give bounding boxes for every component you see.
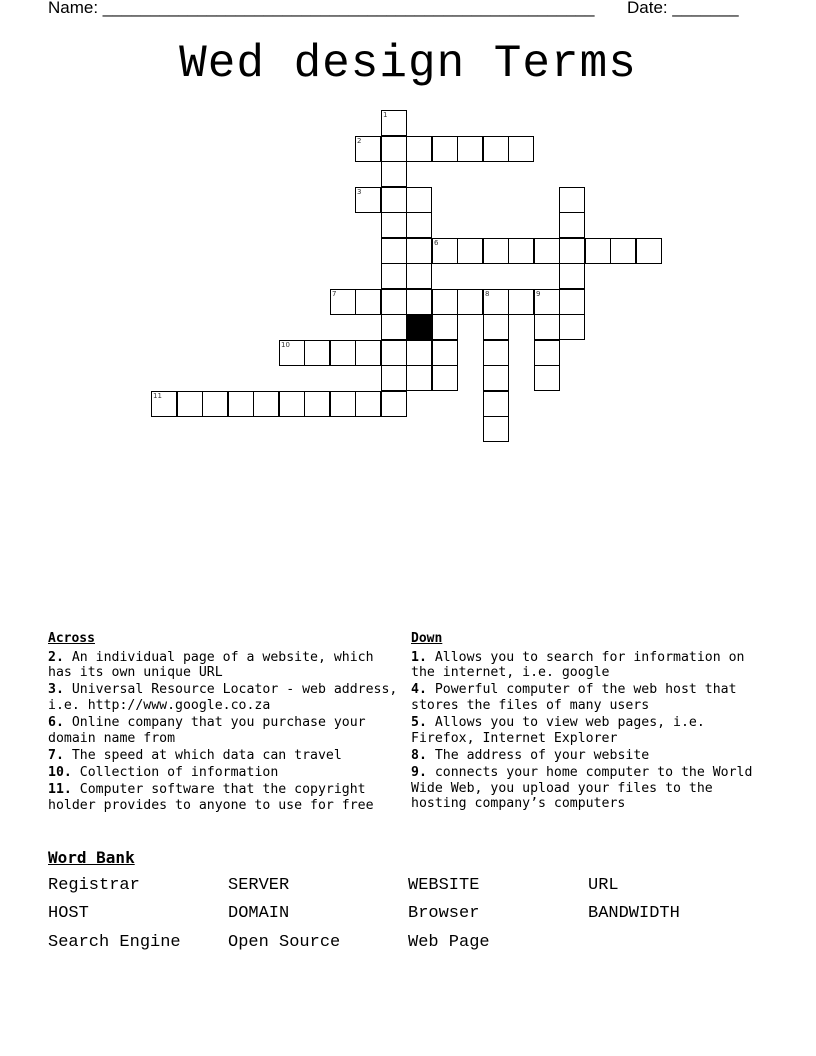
crossword-cell[interactable]	[355, 391, 381, 417]
crossword-cell[interactable]	[381, 365, 407, 391]
crossword-cell[interactable]	[406, 365, 432, 391]
crossword-cell[interactable]	[381, 238, 407, 264]
clue-text: Universal Resource Locator - web address, i.e. http://www.google.co.za	[48, 682, 398, 713]
clue-number-label: 8	[485, 290, 490, 298]
crossword-cell[interactable]	[330, 340, 356, 366]
crossword-cell[interactable]	[381, 110, 407, 136]
crossword-cell[interactable]	[381, 136, 407, 162]
crossword-cell[interactable]	[534, 365, 560, 391]
word-bank-item: Web Page	[408, 933, 490, 952]
crossword-cell[interactable]	[483, 238, 509, 264]
word-bank-item: SERVER	[228, 876, 290, 895]
clue-text: Powerful computer of the web host that stores the files of many users	[411, 682, 737, 713]
crossword-black-cell	[406, 314, 432, 340]
crossword-cell[interactable]	[534, 238, 560, 264]
crossword-cell[interactable]	[279, 340, 305, 366]
clue-down-9	[411, 765, 761, 812]
crossword-cell[interactable]	[406, 238, 432, 264]
date-field-label: Date: _______	[627, 0, 739, 17]
crossword-cell[interactable]	[534, 340, 560, 366]
clue-number: 11.	[48, 782, 72, 798]
crossword-cell[interactable]	[381, 161, 407, 187]
crossword-cell[interactable]	[304, 391, 330, 417]
crossword-cell[interactable]	[406, 289, 432, 315]
crossword-cell[interactable]	[432, 289, 458, 315]
clue-number-label: 11	[153, 392, 162, 400]
across-heading: Across	[48, 631, 95, 646]
clue-text: The speed at which data can travel	[63, 747, 342, 763]
clue-text: connects your home computer to the World Wide Web, you upload your files to the hosting company’s computers	[411, 765, 753, 812]
crossword-cell[interactable]	[406, 340, 432, 366]
clue-across-11	[48, 782, 404, 813]
crossword-cell[interactable]	[483, 289, 509, 315]
crossword-cell[interactable]	[559, 263, 585, 289]
word-bank-item: HOST	[48, 904, 89, 923]
clue-number: 6.	[48, 715, 64, 731]
clue-number-label: 1	[383, 111, 388, 119]
crossword-cell[interactable]	[559, 238, 585, 264]
clue-across-6	[48, 715, 404, 746]
word-bank-item: Search Engine	[48, 933, 181, 952]
crossword-cell[interactable]	[406, 212, 432, 238]
crossword-cell[interactable]	[177, 391, 203, 417]
word-bank-item: Registrar	[48, 876, 140, 895]
crossword-cell[interactable]	[381, 289, 407, 315]
crossword-cell[interactable]	[508, 136, 534, 162]
crossword-cell[interactable]	[534, 314, 560, 340]
down-clues	[411, 631, 761, 814]
crossword-cell[interactable]	[406, 263, 432, 289]
clue-down-8	[411, 748, 761, 764]
crossword-cell[interactable]	[483, 416, 509, 442]
page-title: Wed design Terms	[179, 38, 637, 90]
clue-text: Online company that you purchase your domain name from	[48, 715, 366, 746]
crossword-cell[interactable]	[432, 365, 458, 391]
crossword-cell[interactable]	[355, 187, 381, 213]
clue-text: Allows you to view web pages, i.e. Firefox, Internet Explorer	[411, 715, 705, 746]
crossword-cell[interactable]	[381, 391, 407, 417]
crossword-cell[interactable]	[457, 136, 483, 162]
clue-number-label: 10	[281, 341, 290, 349]
clue-across-2	[48, 650, 404, 681]
across-clues	[48, 631, 404, 815]
clue-text: Collection of information	[71, 765, 279, 781]
crossword-cell[interactable]	[330, 391, 356, 417]
clue-across-7	[48, 748, 404, 764]
crossword-cell[interactable]	[432, 238, 458, 264]
clue-text: Allows you to search for information on the internet, i.e. google	[411, 649, 745, 681]
crossword-cell[interactable]	[253, 391, 279, 417]
clue-number-label: 6	[434, 239, 439, 247]
clue-number: 5.	[411, 715, 427, 731]
crossword-cell[interactable]	[483, 365, 509, 391]
crossword-cell[interactable]	[355, 340, 381, 366]
crossword-cell[interactable]	[636, 238, 662, 264]
crossword-cell[interactable]	[279, 391, 305, 417]
crossword-cell[interactable]	[585, 238, 611, 264]
clue-number-label: 2	[357, 137, 362, 145]
crossword-cell[interactable]	[483, 314, 509, 340]
clue-number: 4.	[411, 682, 427, 698]
crossword-grid	[0, 0, 816, 460]
word-bank-item: WEBSITE	[408, 876, 480, 895]
crossword-cell[interactable]	[483, 340, 509, 366]
word-bank-item: DOMAIN	[228, 904, 290, 923]
crossword-cell[interactable]	[432, 136, 458, 162]
clue-number: 7.	[48, 747, 64, 763]
crossword-cell[interactable]	[508, 289, 534, 315]
crossword-cell[interactable]	[151, 391, 177, 417]
clue-number-label: 9	[536, 290, 541, 298]
crossword-cell[interactable]	[228, 391, 254, 417]
clue-number: 9.	[411, 765, 427, 781]
clue-across-3	[48, 682, 404, 713]
crossword-cell[interactable]	[381, 340, 407, 366]
word-bank-item: BANDWIDTH	[588, 904, 680, 923]
clue-number-label: 7	[332, 290, 337, 298]
clue-text: The address of your website	[426, 747, 650, 763]
crossword-cell[interactable]	[457, 238, 483, 264]
crossword-cell[interactable]	[381, 314, 407, 340]
clue-number: 10.	[48, 765, 72, 781]
clue-number: 8.	[411, 747, 427, 763]
crossword-cell[interactable]	[355, 289, 381, 315]
crossword-cell[interactable]	[432, 314, 458, 340]
word-bank-title: Word Bank	[48, 848, 135, 867]
crossword-cell[interactable]	[534, 289, 560, 315]
crossword-cell[interactable]	[381, 263, 407, 289]
crossword-cell[interactable]	[559, 314, 585, 340]
crossword-cell[interactable]	[406, 136, 432, 162]
crossword-cell[interactable]	[381, 187, 407, 213]
clue-number-label: 3	[357, 188, 362, 196]
crossword-cell[interactable]	[559, 212, 585, 238]
crossword-cell[interactable]	[559, 289, 585, 315]
clue-text: An individual page of a website, which has its own unique URL	[48, 649, 374, 681]
clue-number: 1.	[411, 649, 427, 665]
crossword-cell[interactable]	[508, 238, 534, 264]
word-bank-item: URL	[588, 876, 619, 895]
crossword-cell[interactable]	[483, 136, 509, 162]
crossword-cell[interactable]	[202, 391, 228, 417]
clue-across-10	[48, 765, 404, 781]
crossword-cell[interactable]	[610, 238, 636, 264]
crossword-cell[interactable]	[330, 289, 356, 315]
crossword-cell[interactable]	[304, 340, 330, 366]
crossword-cell[interactable]	[406, 187, 432, 213]
clue-down-5	[411, 715, 761, 746]
down-heading: Down	[411, 631, 443, 646]
crossword-cell[interactable]	[381, 212, 407, 238]
clue-number: 3.	[48, 682, 64, 698]
name-field-label: Name: ____________________________________________________	[48, 0, 595, 17]
crossword-cell[interactable]	[432, 340, 458, 366]
word-bank-item: Browser	[408, 904, 480, 923]
clue-down-1	[411, 650, 761, 681]
clue-down-4	[411, 682, 761, 713]
crossword-cell[interactable]	[483, 391, 509, 417]
word-bank-item: Open Source	[228, 933, 341, 952]
clue-number: 2.	[48, 649, 64, 665]
clue-text: Computer software that the copyright holder provides to anyone to use for free	[48, 782, 374, 813]
crossword-cell[interactable]	[457, 289, 483, 315]
crossword-cell[interactable]	[559, 187, 585, 213]
crossword-cell[interactable]	[355, 136, 381, 162]
